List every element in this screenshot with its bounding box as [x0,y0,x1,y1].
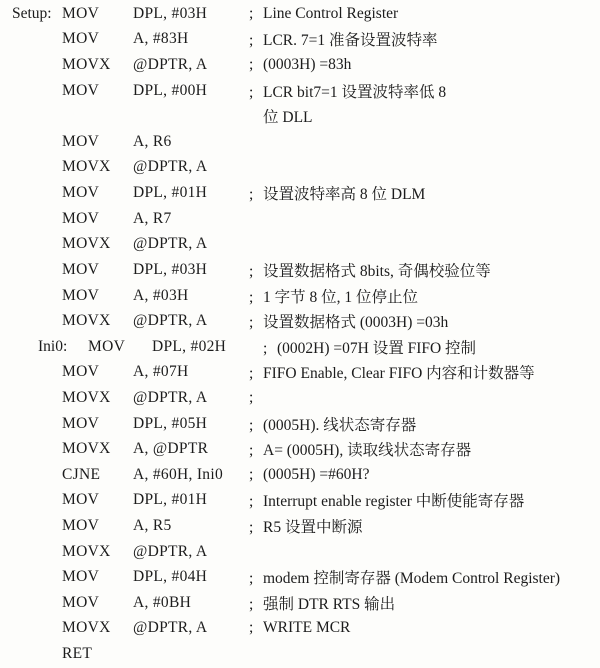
asm-comment [249,619,600,637]
asm-comment [249,566,600,588]
asm-line [0,206,600,232]
asm-comment [249,5,600,23]
asm-line [0,411,600,437]
comment-text: Line Control Register [263,4,399,22]
asm-line [0,539,600,565]
comment-semicolon: ; [249,288,254,306]
comment-text: 强制 DTR RTS 输出 [263,595,396,613]
comment-semicolon: ; [249,465,254,483]
asm-line [0,641,600,667]
asm-comment [263,336,600,358]
asm-mnemonic: MOVX [62,388,111,406]
comment-semicolon: ; [263,339,268,357]
comment-semicolon: ; [249,595,254,613]
asm-label: Ini0: [38,337,68,355]
asm-label: Setup: [12,4,52,22]
comment-semicolon: ; [249,186,254,204]
asm-mnemonic: MOVX [62,440,111,458]
comment-text: (0005H). 线状态寄存器 [263,416,417,434]
comment-semicolon: ; [249,388,254,406]
asm-comment [249,56,600,74]
asm-mnemonic: MOV [62,593,100,611]
asm-line [0,436,600,462]
asm-operands: A, #60H, Ini0 [133,465,224,483]
asm-comment [249,389,600,407]
comment-semicolon: ; [249,619,254,637]
asm-mnemonic: MOV [62,286,100,304]
comment-semicolon: ; [249,314,254,332]
asm-comment [249,489,600,511]
asm-mnemonic: MOV [62,260,100,278]
asm-comment [249,592,600,614]
asm-mnemonic: MOVX [62,619,111,637]
asm-comment [249,413,600,435]
asm-comment [249,28,600,50]
asm-line [0,385,600,411]
asm-mnemonic: MOV [62,414,100,432]
asm-operands: DPL, #02H [152,337,227,355]
asm-line [0,564,600,590]
asm-comment [249,235,600,253]
asm-operands: A, #07H [133,363,189,381]
asm-operands: A, R6 [133,132,172,150]
asm-operands: @DPTR, A [133,312,208,330]
asm-mnemonic: MOVX [62,158,111,176]
comment-semicolon: ; [249,83,254,101]
comment-semicolon: ; [249,4,254,22]
asm-operands: DPL, #01H [133,184,208,202]
asm-mnemonic: MOV [62,516,100,534]
asm-comment [249,105,600,127]
comment-semicolon: ; [249,262,254,280]
asm-operands: DPL, #00H [133,81,208,99]
asm-comment [249,210,600,228]
asm-line [0,513,600,539]
asm-mnemonic: MOV [62,491,100,509]
asm-operands: @DPTR, A [133,388,208,406]
comment-text: 设置波特率高 8 位 DLM [263,186,426,204]
asm-mnemonic: MOV [62,184,100,202]
asm-operands: DPL, #01H [133,491,208,509]
comment-semicolon: ; [249,365,254,383]
comment-text: 设置数据格式 (0003H) =03h [263,314,449,332]
asm-mnemonic: MOV [62,209,100,227]
asm-operands: DPL, #03H [133,260,208,278]
asm-line [0,488,600,514]
asm-line [0,155,600,181]
asm-mnemonic: MOV [88,337,126,355]
comment-semicolon: ; [249,32,254,50]
comment-semicolon: ; [249,56,254,74]
comment-text: LCR bit7=1 设置波特率低 8 [263,83,447,101]
asm-mnemonic: MOVX [62,312,111,330]
asm-comment [249,310,600,332]
asm-line [0,334,600,360]
comment-text: LCR. 7=1 准备设置波特率 [263,32,438,50]
asm-operands: DPL, #04H [133,568,208,586]
asm-line [0,129,600,155]
asm-comment [249,466,600,484]
asm-operands: @DPTR, A [133,158,208,176]
asm-operands: DPL, #05H [133,414,208,432]
asm-listing [0,1,600,667]
asm-line [0,283,600,309]
asm-line [0,462,600,488]
asm-comment [249,259,600,281]
asm-line [0,360,600,386]
asm-operands: DPL, #03H [133,4,208,22]
asm-line [0,1,600,27]
comment-text: FIFO Enable, Clear FIFO 内容和计数器等 [263,365,535,383]
comment-text: WRITE MCR [263,619,351,637]
asm-comment [249,515,600,537]
asm-line [0,616,600,642]
asm-mnemonic: MOV [62,132,100,150]
asm-mnemonic: MOV [62,81,100,99]
asm-mnemonic: MOV [62,30,100,48]
asm-operands: A, R7 [133,209,172,227]
asm-comment [249,543,600,561]
asm-comment [249,182,600,204]
asm-line [0,231,600,257]
asm-mnemonic: MOVX [62,56,111,74]
comment-text: (0002H) =07H 设置 FIFO 控制 [277,339,477,357]
asm-comment [249,285,600,307]
asm-line [0,78,600,104]
asm-comment [249,438,600,460]
comment-text: 设置数据格式 8bits, 奇偶校验位等 [263,262,491,280]
comment-semicolon: ; [249,416,254,434]
asm-line [0,308,600,334]
asm-mnemonic: RET [62,645,93,663]
asm-operands: @DPTR, A [133,235,208,253]
asm-operands: @DPTR, A [133,56,208,74]
asm-operands: @DPTR, A [133,619,208,637]
asm-line [0,180,600,206]
asm-comment [249,645,600,663]
asm-operands: A, #03H [133,286,189,304]
asm-operands: A, #83H [133,30,189,48]
asm-mnemonic: MOVX [62,542,111,560]
comment-text: A= (0005H), 读取线状态寄存器 [263,442,472,460]
asm-comment [249,158,600,176]
comment-text: R5 设置中断源 [263,518,363,536]
asm-line [0,103,600,129]
comment-semicolon: ; [249,442,254,460]
asm-comment [249,80,600,102]
asm-comment [249,361,600,383]
comment-text: 位 DLL [263,109,313,127]
asm-comment [249,133,600,151]
comment-text: Interrupt enable register 中断使能寄存器 [263,493,525,511]
asm-mnemonic: MOV [62,4,100,22]
comment-text: 1 字节 8 位, 1 位停止位 [263,288,419,306]
asm-mnemonic: MOVX [62,235,111,253]
comment-semicolon: ; [249,570,254,588]
asm-operands: @DPTR, A [133,542,208,560]
asm-line [0,52,600,78]
asm-mnemonic: MOV [62,363,100,381]
asm-operands: A, R5 [133,516,172,534]
comment-text: (0003H) =83h [263,56,352,74]
asm-operands: A, @DPTR [133,440,209,458]
asm-mnemonic: CJNE [62,465,101,483]
comment-semicolon: ; [249,518,254,536]
asm-line [0,590,600,616]
asm-line [0,27,600,53]
comment-text: (0005H) =#60H? [263,465,370,483]
asm-mnemonic: MOV [62,568,100,586]
asm-operands: A, #0BH [133,593,192,611]
asm-line [0,257,600,283]
comment-semicolon: ; [249,493,254,511]
comment-text: modem 控制寄存器 (Modem Control Register) [263,570,561,588]
